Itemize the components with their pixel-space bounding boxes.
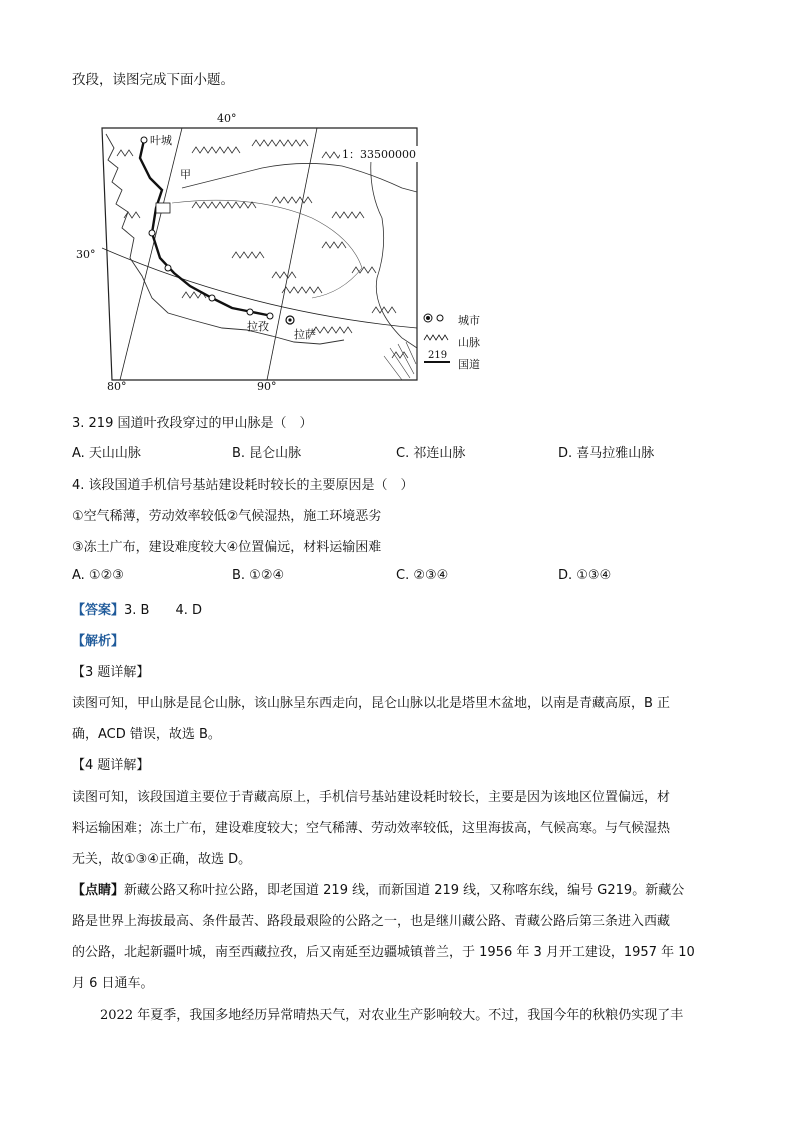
q4-option-d: D. ①③④ bbox=[558, 568, 612, 583]
d3-tag: 【3 题详解】 bbox=[72, 665, 150, 680]
q4-stem: 4. 该段国道手机信号基站建设耗时较长的主要原因是（ ） bbox=[72, 478, 414, 493]
next-paragraph: 2022 年夏季，我国多地经历异常晴热天气，对农业生产影响较大。不过，我国今年的秋粮仍实现了丰 bbox=[100, 1008, 684, 1023]
legend-city-label: 城市 bbox=[458, 314, 480, 327]
d4-line-3: 无关，故①③④正确，故选 D。 bbox=[72, 852, 252, 867]
note-line-3: 的公路，北起新疆叶城，南至西藏拉孜，后又南延至边疆城镇普兰，于 1956 年 3 月开工建设，1957 年 10 bbox=[72, 945, 695, 960]
q3-stem: 3. 219 国道叶孜段穿过的甲山脉是（ ） bbox=[72, 416, 313, 431]
note-tag: 【点睛】 bbox=[72, 883, 125, 898]
map-figure bbox=[72, 108, 492, 398]
q3-option-a: A. 天山山脉 bbox=[72, 446, 141, 461]
q3-option-d: D. 喜马拉雅山脉 bbox=[558, 446, 655, 461]
q3-option-c: C. 祁连山脉 bbox=[396, 446, 466, 461]
inner-boundary bbox=[172, 200, 362, 298]
q4-item-2: ③冻土广布，建设难度较大④位置偏远，材料运输困难 bbox=[72, 540, 382, 555]
label-lon-80: 80° bbox=[107, 380, 127, 393]
meridian-80 bbox=[120, 128, 182, 380]
legend-road-label: 国道 bbox=[458, 358, 480, 371]
d4-tag: 【4 题详解】 bbox=[72, 758, 150, 773]
answer-line bbox=[72, 599, 202, 618]
map-frame bbox=[102, 128, 417, 380]
d3-line-2: 确，ACD 错误，故选 B。 bbox=[72, 727, 221, 742]
q3-option-b: B. 昆仑山脉 bbox=[232, 446, 302, 461]
intro-line: 孜段，读图完成下面小题。 bbox=[72, 72, 234, 88]
label-lazi: 拉孜 bbox=[247, 320, 269, 333]
label-mountain-jia: 甲 bbox=[180, 168, 191, 181]
answer-text: 3. B 4. D bbox=[124, 603, 203, 618]
legend-road-number: 219 bbox=[428, 350, 448, 361]
legend-mountain-label: 山脉 bbox=[458, 336, 480, 349]
label-lon-90: 90° bbox=[257, 380, 277, 393]
note-line-2: 路是世界上海拔最高、条件最苦、路段最艰险的公路之一，也是继川藏公路、青藏公路后第三条进入西藏 bbox=[72, 914, 671, 929]
q4-option-a: A. ①②③ bbox=[72, 568, 124, 583]
note-line-4: 月 6 日通车。 bbox=[72, 976, 154, 991]
road-number-box bbox=[156, 203, 170, 213]
d4-line-1: 读图可知，该段国道主要位于青藏高原上，手机信号基站建设耗时较长，主要是因为该地区位置偏远，材 bbox=[72, 790, 671, 805]
answer-tag: 【答案】 bbox=[72, 603, 125, 618]
label-yecheng: 叶城 bbox=[150, 134, 172, 147]
southeast-hatching bbox=[384, 342, 416, 380]
q4-option-b: B. ①②④ bbox=[232, 568, 285, 583]
label-lat-30: 30° bbox=[76, 248, 96, 261]
label-lhasa: 拉萨 bbox=[294, 328, 316, 341]
q4-option-c: C. ②③④ bbox=[396, 568, 449, 583]
note-line-1 bbox=[72, 879, 684, 898]
analysis-tag: 【解析】 bbox=[72, 634, 125, 649]
d3-line-1: 读图可知，甲山脉是昆仑山脉，该山脉呈东西走向，昆仑山脉以北是塔里木盆地，以南是青藏高原，B 正 bbox=[72, 696, 671, 711]
note-text-1: 新藏公路又称叶拉公路，即老国道 219 线，而新国道 219 线，又称喀东线，编号 G219。新藏公 bbox=[124, 883, 685, 898]
national-road-219 bbox=[140, 140, 272, 316]
map-scale: 1：33500000 bbox=[342, 148, 416, 161]
label-lon-top: 40° bbox=[217, 112, 237, 125]
north-boundary bbox=[182, 163, 417, 192]
d4-line-2: 料运输困难；冻土广布，建设难度较大；空气稀薄、劳动效率较低，这里海拔高，气候高寒。与气候湿热 bbox=[72, 821, 671, 836]
q4-item-1: ①空气稀薄，劳动效率较低②气候湿热，施工环境恶劣 bbox=[72, 509, 382, 524]
